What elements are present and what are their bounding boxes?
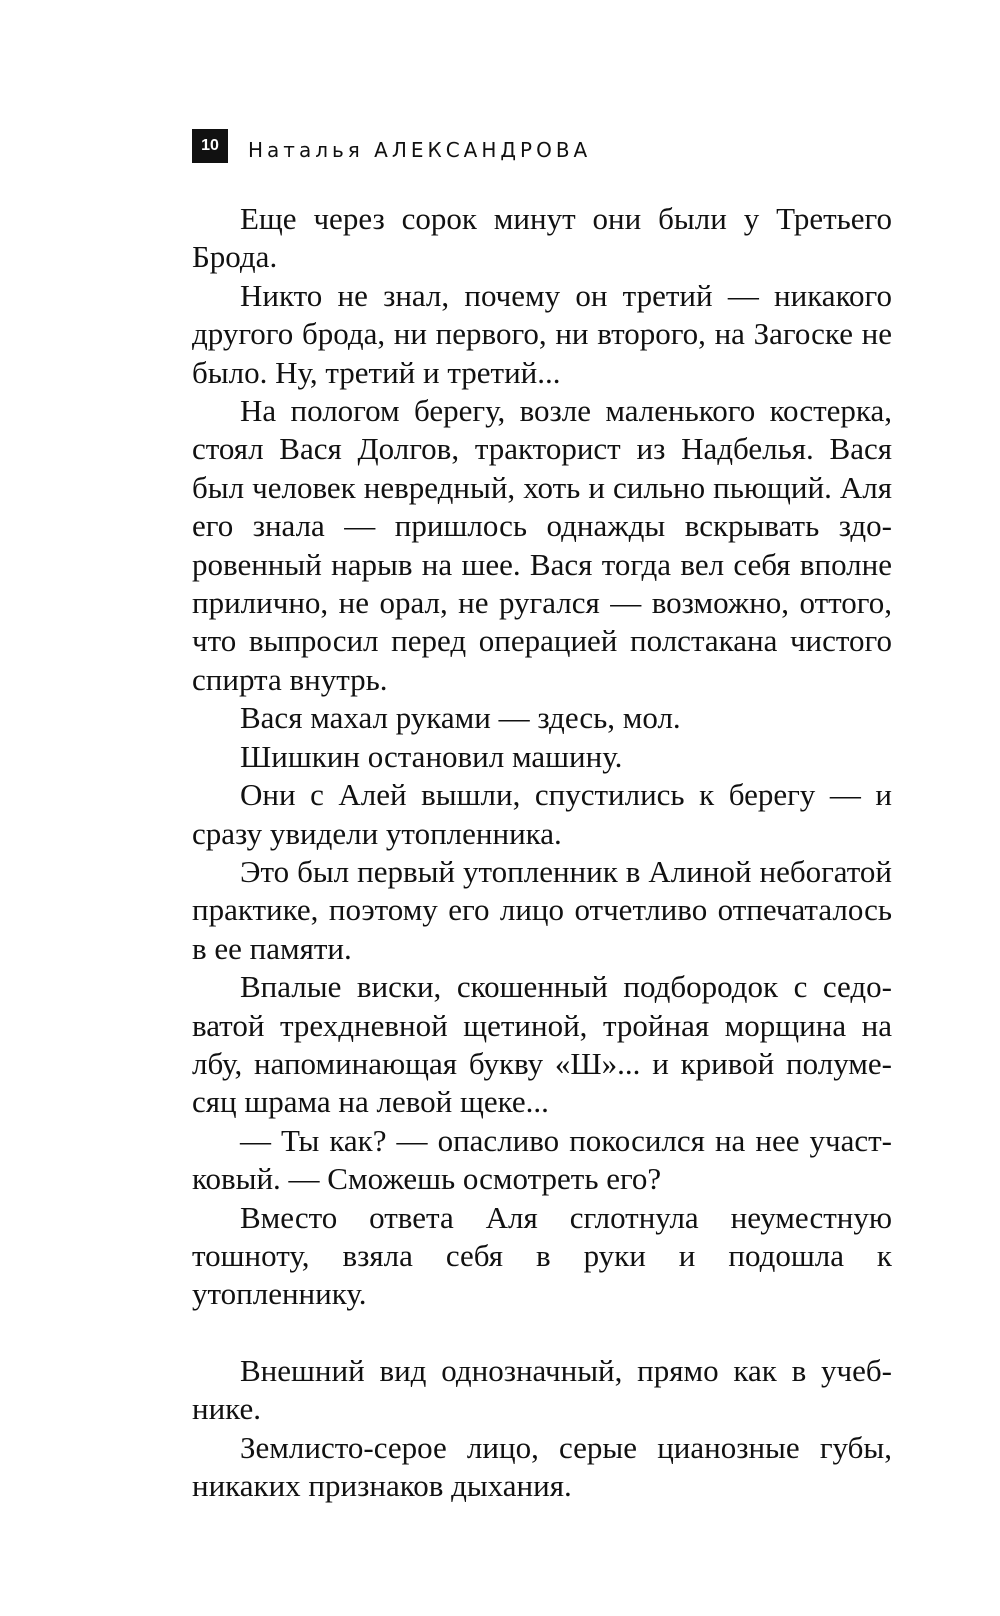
paragraph: Это был первый утопленник в Алиной небогатой практике, поэтому его лицо отчетливо отпечаталось в ее памяти. xyxy=(192,853,892,966)
author-name: Наталья АЛЕКСАНДРОВА xyxy=(248,138,592,162)
paragraph: Еще через сорок минут они были у Третьего Брода. xyxy=(192,201,892,275)
paragraph: Впалые виски, скошенный подбородок с седоватой трехдневной щетиной, тройная морщина на лбу, напоминающая букву «Ш»... и кривой полумесяц шрама на левой щеке... xyxy=(192,969,892,1120)
paragraph: Вася махал руками — здесь, мол. xyxy=(240,700,681,736)
page-number: 10 xyxy=(192,129,228,163)
paragraph: Вместо ответа Аля сглотнула неуместную тошноту, взяла себя в руки и подошла к утопленнику. xyxy=(192,1199,892,1312)
body-text xyxy=(192,200,892,1505)
paragraph: Никто не знал, почему он третий — никакого другого брода, ни первого, ни второго, на Загоске не было. Ну, третий и третий... xyxy=(192,277,892,390)
paragraph: На пологом берегу, возле маленького костерка, стоял Вася Долгов, тракторист из Надбелья. Вася был человек невредный, хоть и сильно пьющий. Аля его знала — пришлось однажды вскрывать здоровенный нарыв на шее. Вася тогда вел себя вполне прилично, не орал, не ругался — возможно, оттого, что выпросил перед операцией полстакана чистого спирта внутрь. xyxy=(192,393,892,697)
paragraph: Землисто-серое лицо, серые цианозные губы, никаких признаков дыхания. xyxy=(192,1429,892,1503)
page-header xyxy=(192,128,591,164)
paragraph: — Ты как? — опасливо покосился на нее участковый. — Сможешь осмотреть его? xyxy=(192,1122,892,1197)
paragraph: Внешний вид однозначный, прямо как в учебнике. xyxy=(192,1352,892,1427)
paragraph: Шишкин остановил машину. xyxy=(240,738,623,774)
paragraph: Они с Алей вышли, спустились к берегу — и сразу увидели утопленника. xyxy=(192,777,892,851)
